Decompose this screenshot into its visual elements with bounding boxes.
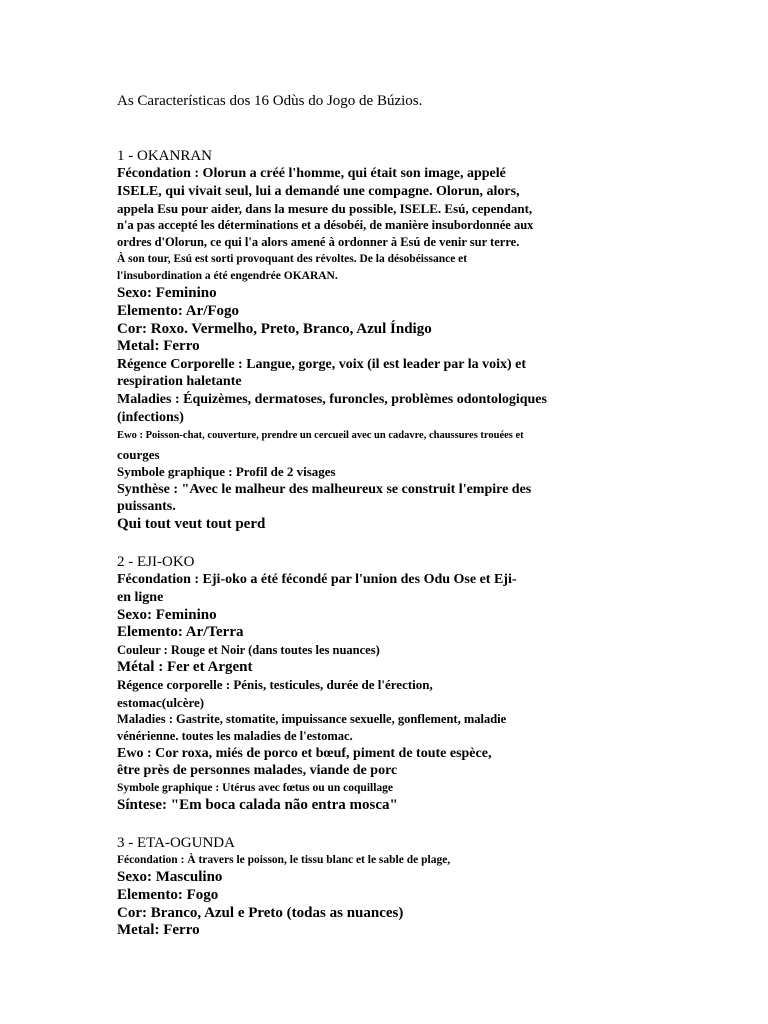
text-line: n'a pas accepté les déterminations et a désobéi, de manière insubordonnée aux <box>117 218 534 233</box>
text-line: (infections) <box>117 409 184 425</box>
document-page <box>117 91 617 940</box>
section-heading: 3 - ETA-OGUNDA <box>117 835 235 852</box>
text-line: estomac(ulcère) <box>117 694 205 710</box>
text-line: Sexo: Masculino <box>117 869 223 886</box>
odu-section-eji-oko <box>117 553 617 814</box>
text-line: puissants. <box>117 499 176 515</box>
text-line: Fécondation : Eji-oko a été fécondé par l'union des Odu Ose et Eji- <box>117 572 517 588</box>
odu-section-eta-ogunda <box>117 834 617 939</box>
text-line: Elemento: Ar/Fogo <box>117 302 240 319</box>
text-line: Cor: Roxo. Vermelho, Preto, Branco, Azul Índigo <box>117 320 432 337</box>
text-line: Fécondation : Olorun a créé l'homme, qui était son image, appelé <box>117 166 506 181</box>
text-line: Sexo: Feminino <box>117 285 217 302</box>
text-line: Síntese: "Em boca calada não entra mosca" <box>117 796 398 813</box>
text-line: Régence corporelle : Pénis, testicules, durée de l'érection, <box>117 677 433 693</box>
text-line: Synthèse : "Avec le malheur des malheureux se construit l'empire des <box>117 481 532 497</box>
text-line: Sexo: Feminino <box>117 606 217 623</box>
text-line: respiration haletante <box>117 374 242 390</box>
text-line: Ewo : Cor roxa, miés de porco et bœuf, piment de toute espèce, <box>117 745 492 761</box>
text-line: Metal: Ferro <box>117 338 200 355</box>
text-line: Symbole graphique : Utérus avec fœtus ou un coquillage <box>117 781 394 794</box>
text-line: Cor: Branco, Azul e Preto (todas as nuances) <box>117 904 404 921</box>
text-line: ordres d'Olorun, ce qui l'a alors amené à ordonner à Esú de venir sur terre. <box>117 235 520 250</box>
text-line: Métal : Fer et Argent <box>117 658 253 675</box>
text-line: À son tour, Esú est sorti provoquant des révoltes. De la désobéissance et <box>117 253 468 266</box>
text-line: être près de personnes malades, viande de porc <box>117 763 398 779</box>
section-heading: 2 - EJI-OKO <box>117 554 195 571</box>
text-line: Maladies : Gastrite, stomatite, impuissance sexuelle, gonflement, maladie <box>117 711 507 726</box>
odu-section-okanran <box>117 147 617 533</box>
text-line: Fécondation : À travers le poisson, le tissu blanc et le sable de plage, <box>117 854 451 867</box>
text-line: vénérienne. toutes les maladies de l'estomac. <box>117 728 353 743</box>
text-line: appela Esu pour aider, dans la mesure du possible, ISELE. Esú, cependant, <box>117 201 533 217</box>
text-line: Elemento: Fogo <box>117 887 219 904</box>
text-line: courges <box>117 447 160 463</box>
text-line: Régence Corporelle : Langue, gorge, voix (il est leader par la voix) et <box>117 356 527 372</box>
text-line: Ewo : Poisson-chat, couverture, prendre un cercueil avec un cadavre, chaussures trouées et <box>117 430 524 442</box>
text-line: Elemento: Ar/Terra <box>117 624 244 641</box>
text-line: en ligne <box>117 589 164 605</box>
text-line: Qui tout veut tout perd <box>117 515 266 532</box>
text-line: Maladies : Équizèmes, dermatoses, furoncles, problèmes odontologiques <box>117 391 547 407</box>
section-heading: 1 - OKANRAN <box>117 148 212 164</box>
text-line: ISELE, qui vivait seul, lui a demandé une compagne. Olorun, alors, <box>117 183 520 199</box>
text-line: Symbole graphique : Profil de 2 visages <box>117 464 336 480</box>
document-title: As Características dos 16 Odùs do Jogo de Búzios. <box>117 93 423 109</box>
text-line: Metal: Ferro <box>117 922 200 939</box>
text-line: l'insubordination a été engendrée OKARAN. <box>117 270 338 283</box>
text-line: Couleur : Rouge et Noir (dans toutes les nuances) <box>117 642 380 657</box>
